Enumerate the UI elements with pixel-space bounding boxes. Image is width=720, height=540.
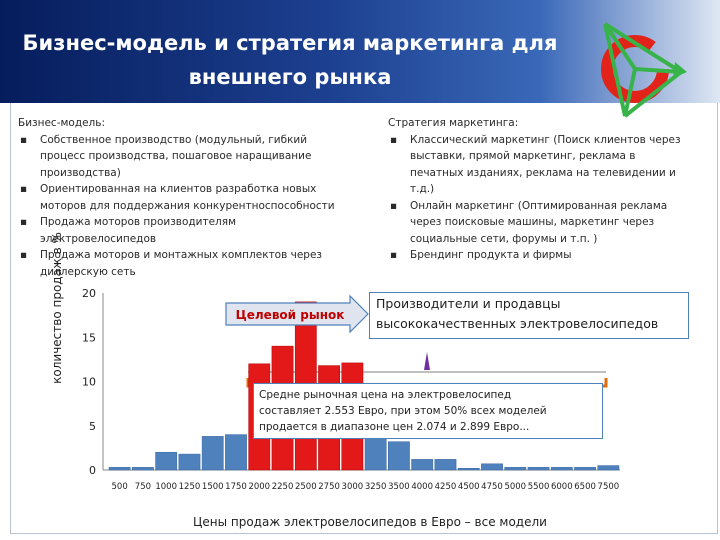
x-tick-label: 3000 xyxy=(341,482,364,492)
x-tick-label: 2500 xyxy=(294,482,317,492)
y-axis-label: количество продаж в % xyxy=(50,232,64,384)
x-axis-label: Цены продаж электровелосипедов в Евро – все модели xyxy=(193,515,547,529)
x-tick-label: 3500 xyxy=(388,482,410,492)
bar xyxy=(435,459,456,470)
bar xyxy=(505,467,526,470)
bar xyxy=(109,467,130,470)
bar xyxy=(551,467,572,470)
marketing-strategy-item-line: выставки, прямой маркетинг, реклама в xyxy=(410,150,636,162)
x-tick-label: 500 xyxy=(111,482,128,492)
x-tick-label: 7500 xyxy=(597,482,620,492)
x-tick-label: 1750 xyxy=(225,482,247,492)
x-tick-label: 2750 xyxy=(318,482,340,492)
bar xyxy=(598,466,619,470)
x-tick-label: 1500 xyxy=(201,482,224,492)
x-tick-label: 5500 xyxy=(527,482,550,492)
x-tick-label: 6500 xyxy=(574,482,596,492)
marketing-strategy-heading: Стратегия маркетинга: xyxy=(388,117,519,129)
x-tick-label: 4750 xyxy=(481,482,503,492)
page-title: Бизнес-модель и стратегия маркетинга для внешнего рынка xyxy=(22,31,558,89)
y-tick-label: 10 xyxy=(82,375,96,389)
x-tick-label: 5000 xyxy=(504,482,527,492)
business-model-item-line: ▪ Продажа моторов и монтажных комплектов через xyxy=(40,249,323,261)
average-price-callout: Средне рыночная цена на электровелосипед составляет 2.553 Евро, при этом 50% всех моделей продается в диапазоне цен 2.074 и 2.899 Евро... xyxy=(253,383,603,439)
target-market-label: Целевой рынок xyxy=(235,308,345,322)
bar xyxy=(388,442,409,470)
bar xyxy=(458,468,479,470)
x-tick-label: 2000 xyxy=(248,482,271,492)
x-tick-label: 1250 xyxy=(178,482,201,492)
marketing-strategy-item-line: социальные сети, форумы и т.п. ) xyxy=(410,232,598,245)
bar xyxy=(365,438,386,470)
x-tick-label: 1000 xyxy=(155,482,178,492)
marketing-strategy-item-line: ▪ Онлайн маркетинг (Оптимированная реклама xyxy=(410,199,668,212)
x-tick-label: 6000 xyxy=(550,482,573,492)
marketing-strategy-item-line: через поисковые машины, маркетинг через xyxy=(410,216,655,228)
x-tick-label: 4500 xyxy=(457,482,480,492)
business-model-item-line: моторов для поддержания конкурентноспособности xyxy=(40,199,335,212)
bar xyxy=(528,467,549,470)
bar xyxy=(156,452,177,470)
price-peak-marker xyxy=(424,352,430,370)
y-tick-label: 0 xyxy=(89,464,96,477)
bar xyxy=(412,459,433,470)
marketing-strategy-item-line: т.д.) xyxy=(410,183,435,195)
y-tick-label: 20 xyxy=(82,287,96,300)
y-tick-label: 15 xyxy=(82,331,96,345)
bar xyxy=(132,467,153,470)
business-model-item-line: диллерскую сеть xyxy=(40,265,136,278)
producers-callout: Производители и продавцы высококачественных электровелосипедов xyxy=(369,292,689,339)
marketing-strategy-item-line: печатных изданиях, реклама на телевидении и xyxy=(410,166,676,179)
business-model-heading: Бизнес-модель: xyxy=(18,117,105,129)
bar xyxy=(225,435,246,470)
marketing-strategy-item-line: ▪ Брендинг продукта и фирмы xyxy=(410,249,572,261)
x-tick-label: 4250 xyxy=(434,482,457,492)
x-tick-label: 2250 xyxy=(271,482,294,492)
business-model-item-line: производства) xyxy=(40,166,121,179)
x-tick-label: 750 xyxy=(134,482,152,492)
business-model-item-line: ▪ Собственное производство (модульный, гибкий xyxy=(40,133,308,146)
y-tick-label: 5 xyxy=(89,419,96,433)
bar xyxy=(202,436,223,470)
bar xyxy=(481,464,502,470)
business-model-item-line: процесс производства, пошаговое наращивание xyxy=(40,150,312,162)
x-tick-label: 4000 xyxy=(411,482,434,492)
marketing-strategy-item-line: ▪ Классический маркетинг (Поиск клиентов через xyxy=(410,133,681,146)
business-model-item-line: электровелосипедов xyxy=(40,232,157,245)
bar xyxy=(179,454,200,470)
bar xyxy=(574,467,595,470)
business-model-item-line: ▪ Продажа моторов производителям xyxy=(40,216,236,228)
business-model-item-line: ▪ Ориентированная на клиентов разработка новых xyxy=(40,183,317,195)
x-tick-label: 3250 xyxy=(364,482,387,492)
